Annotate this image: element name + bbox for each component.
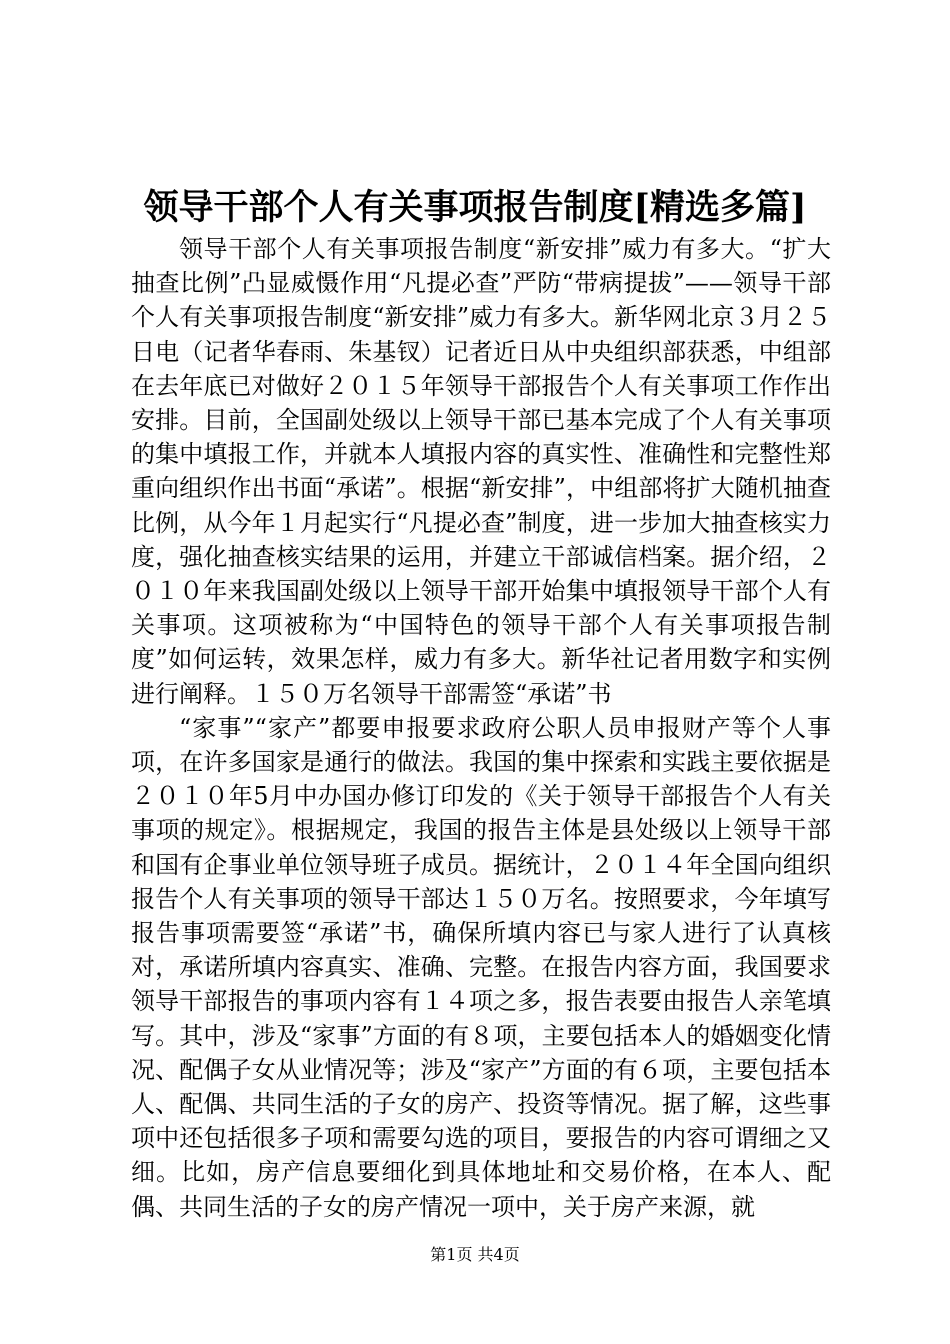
document-title: 领导干部个人有关事项报告制度[精选多篇] (143, 187, 807, 228)
document-body (131, 232, 831, 1224)
page-number-footer: 第1页 共4页 (430, 1245, 520, 1264)
paragraph-1: 领导干部个人有关事项报告制度“新安排”威力有多大。“扩大抽查比例”凸显威慑作用“凡提必查”严防“带病提拔”——领导干部个人有关事项报告制度“新安排”威力有多大。新华网北京３月２５日电（记者华春雨、朱基钗）记者近日从中央组织部获悉，中组部在去年底已对做好２０１５年领导干部报告个人有关事项工作作出安排。目前，全国副处级以上领导干部已基本完成了个人有关事项的集中填报工作，并就本人填报内容的真实性、准确性和完整性郑重向组织作出书面“承诺”。根据“新安排”，中组部将扩大随机抽查比例，从今年１月起实行“凡提必查”制度，进一步加大抽查核实力度，强化抽查核实结果的运用，并建立干部诚信档案。据介绍，２０１０年来我国副处级以上领导干部开始集中填报领导干部个人有关事项。这项被称为“中国特色的领导干部个人有关事项报告制度”如何运转，效果怎样，威力有多大。新华社记者用数字和实例进行阐释。１５０万名领导干部需签“承诺”书 (131, 235, 831, 708)
paragraph-2: “家事”“家产”都要申报要求政府公职人员申报财产等个人事项，在许多国家是通行的做法。我国的集中探索和实践主要依据是２０１０年5月中办国办修订印发的《关于领导干部报告个人有关事项的规定》。根据规定，我国的报告主体是县处级以上领导干部和国有企事业单位领导班子成员。据统计，２０１４年全国向组织报告个人有关事项的领导干部达１５０万名。按照要求，今年填写报告事项需要签“承诺”书，确保所填内容已与家人进行了认真核对，承诺所填内容真实、准确、完整。在报告内容方面，我国要求领导干部报告的事项内容有１４项之多，报告表要由报告人亲笔填写。其中，涉及“家事”方面的有８项，主要包括本人的婚姻变化情况、配偶子女从业情况等；涉及“家产”方面的有６项，主要包括本人、配偶、共同生活的子女的房产、投资等情况。据了解，这些事项中还包括很多子项和需要勾选的项目，要报告的内容可谓细之又细。比如，房产信息要细化到具体地址和交易价格，在本人、配偶、共同生活的子女的房产情况一项中，关于房产来源，就 (131, 713, 831, 1221)
